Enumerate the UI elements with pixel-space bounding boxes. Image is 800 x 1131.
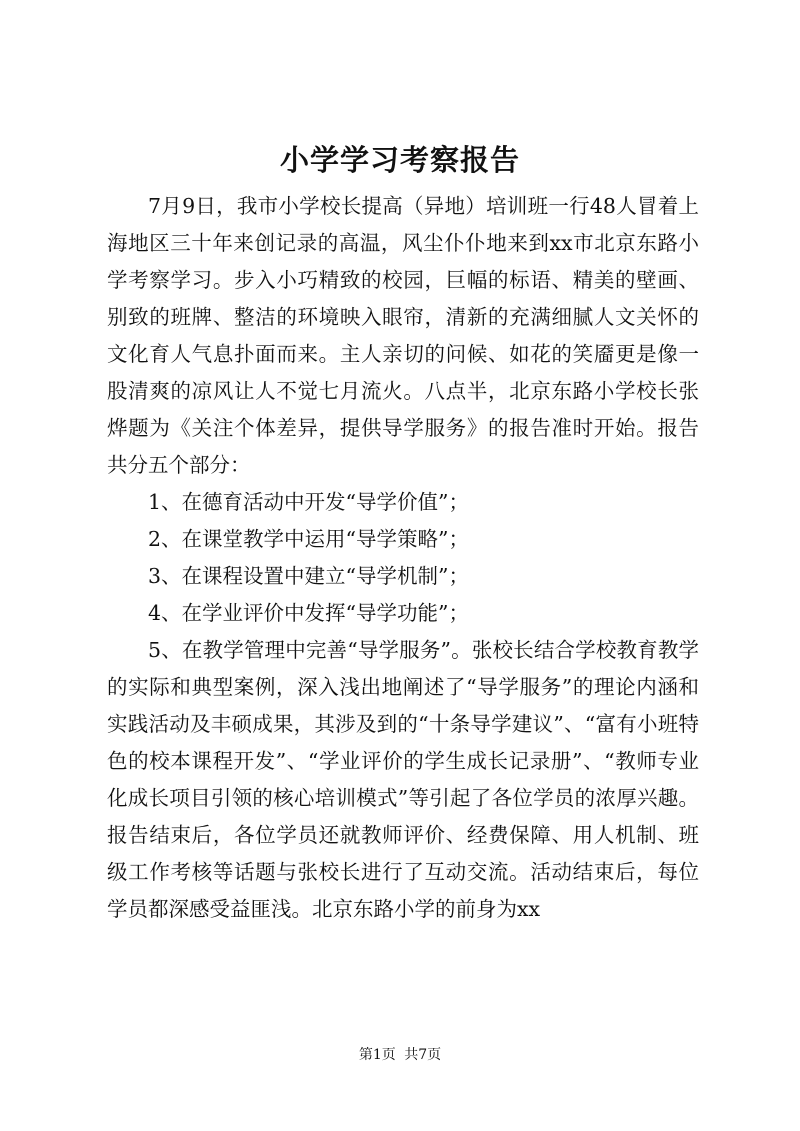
document-body bbox=[107, 188, 699, 928]
list-item-2: 2、在课堂教学中运用“导学策略”； bbox=[148, 527, 470, 551]
paragraph-intro: 7月9日，我市小学校长提高（异地）培训班一行48人冒着上海地区三十年来创记录的高温，风尘仆仆地来到xx市北京东路小学考察学习。步入小巧精致的校园，巨幅的标语、精美的壁画、别致的班牌、整洁的环境映入眼帘，清新的充满细腻人文关怀的文化育人气息扑面而来。主人亲切的问候、如花的笑靥更是像一股清爽的凉风让人不觉七月流火。八点半，北京东路小学校长张烨题为《关注个体差异，提供导学服务》的报告准时开始。报告共分五个部分： bbox=[107, 194, 699, 477]
list-item-1: 1、在德育活动中开发“导学价值”； bbox=[148, 490, 470, 514]
list-item-4: 4、在学业评价中发挥“导学功能”； bbox=[148, 601, 470, 625]
document-title: 小学学习考察报告 bbox=[279, 143, 520, 177]
list-item-5: 5、在教学管理中完善“导学服务”。张校长结合学校教育教学的实际和典型案例，深入浅出地阐述了“导学服务”的理论内涵和实践活动及丰硕成果，其涉及到的“十条导学建议”、“富有小班特色的校本课程开发”、“学业评价的学生成长记录册”、“教师专业化成长项目引领的核心培训模式”等引起了各位学员的浓厚兴趣。报告结束后，各位学员还就教师评价、经费保障、用人机制、班级工作考核等话题与张校长进行了互动交流。活动结束后，每位学员都深感受益匪浅。北京东路小学的前身为xx bbox=[107, 638, 699, 921]
page-number: 第1页 bbox=[358, 1047, 396, 1063]
list-item-3: 3、在课程设置中建立“导学机制”； bbox=[148, 564, 470, 588]
page-footer bbox=[0, 1045, 800, 1065]
page-total: 共7页 bbox=[404, 1047, 442, 1063]
